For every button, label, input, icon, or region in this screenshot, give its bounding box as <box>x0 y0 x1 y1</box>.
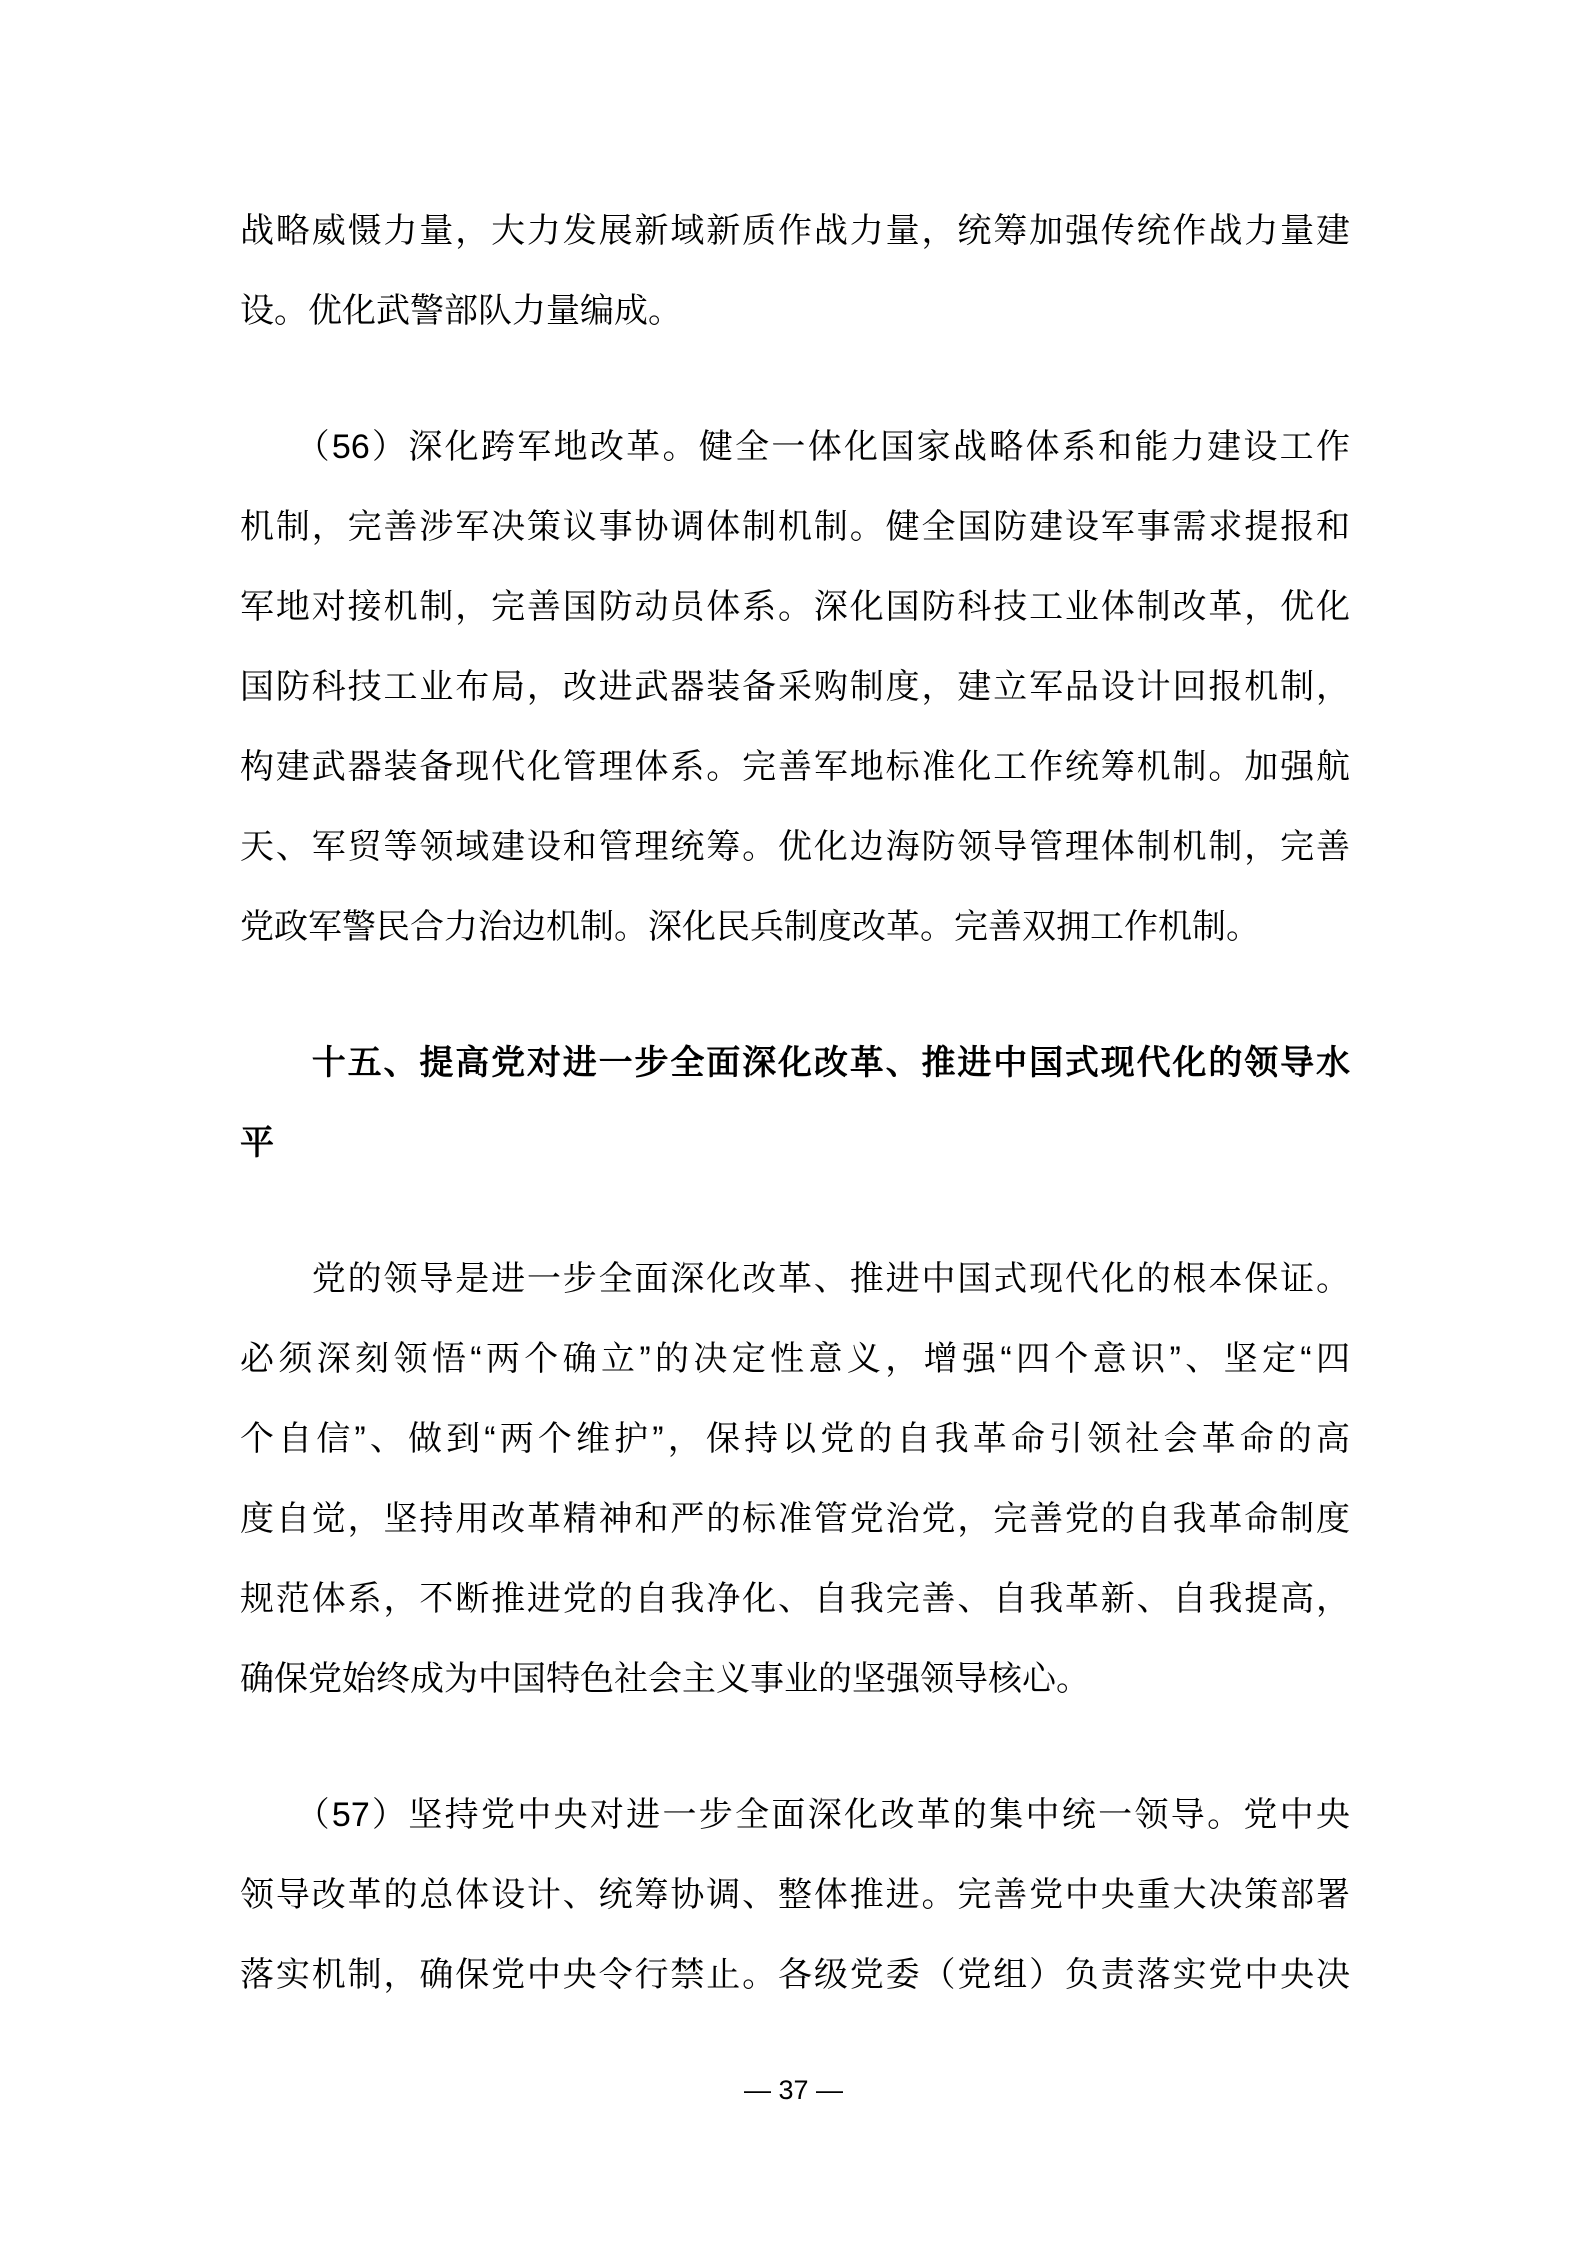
text-line: 必须深刻领悟“两个确立”的决定性意义，增强“四个意识”、坚定“四 <box>240 1340 1350 1378</box>
text-line: 平 <box>240 1124 274 1162</box>
paragraph-57-central-committee-leadership <box>240 1775 1350 2015</box>
paragraph-military-forces-continuation <box>240 191 1350 351</box>
section-heading-15-party-leadership <box>240 1023 1350 1183</box>
text-line: 党的领导是进一步全面深化改革、推进中国式现代化的根本保证。 <box>240 1260 1350 1298</box>
text-line: 个自信”、做到“两个维护”，保持以党的自我革命引领社会革命的高 <box>240 1420 1350 1458</box>
text-line: （57）坚持党中央对进一步全面深化改革的集中统一领导。党中央 <box>240 1796 1350 1834</box>
text-line: 十五、提高党对进一步全面深化改革、推进中国式现代化的领导水 <box>240 1044 1350 1082</box>
text-line: 度自觉，坚持用改革精神和严的标准管党治党，完善党的自我革命制度 <box>240 1500 1350 1538</box>
text-line: 领导改革的总体设计、统筹协调、整体推进。完善党中央重大决策部署 <box>240 1876 1350 1914</box>
text-line: 战略威慑力量，大力发展新域新质作战力量，统筹加强传统作战力量建 <box>240 212 1350 250</box>
text-line: 规范体系，不断推进党的自我净化、自我完善、自我革新、自我提高， <box>240 1580 1350 1618</box>
text-line: 设。优化武警部队力量编成。 <box>240 292 682 330</box>
page-number: — 37 — <box>743 2075 844 2105</box>
text-line: 确保党始终成为中国特色社会主义事业的坚强领导核心。 <box>240 1660 1090 1698</box>
text-line: 落实机制，确保党中央令行禁止。各级党委（党组）负责落实党中央决 <box>240 1956 1350 1994</box>
text-line: 机制，完善涉军决策议事协调体制机制。健全国防建设军事需求提报和 <box>240 508 1350 546</box>
text-line: 军地对接机制，完善国防动员体系。深化国防科技工业体制改革，优化 <box>240 588 1350 626</box>
text-line: 构建武器装备现代化管理体系。完善军地标准化工作统筹机制。加强航 <box>240 748 1350 786</box>
document-text-area <box>240 191 1350 2015</box>
paragraph-56-cross-military-civilian-reform <box>240 407 1350 967</box>
text-line: 国防科技工业布局，改进武器装备采购制度，建立军品设计回报机制， <box>240 668 1350 706</box>
text-line: 党政军警民合力治边机制。深化民兵制度改革。完善双拥工作机制。 <box>240 908 1260 946</box>
text-line: （56）深化跨军地改革。健全一体化国家战略体系和能力建设工作 <box>240 428 1350 466</box>
paragraph-party-leadership-guarantee <box>240 1239 1350 1719</box>
text-line: 天、军贸等领域建设和管理统筹。优化边海防领导管理体制机制，完善 <box>240 828 1350 866</box>
